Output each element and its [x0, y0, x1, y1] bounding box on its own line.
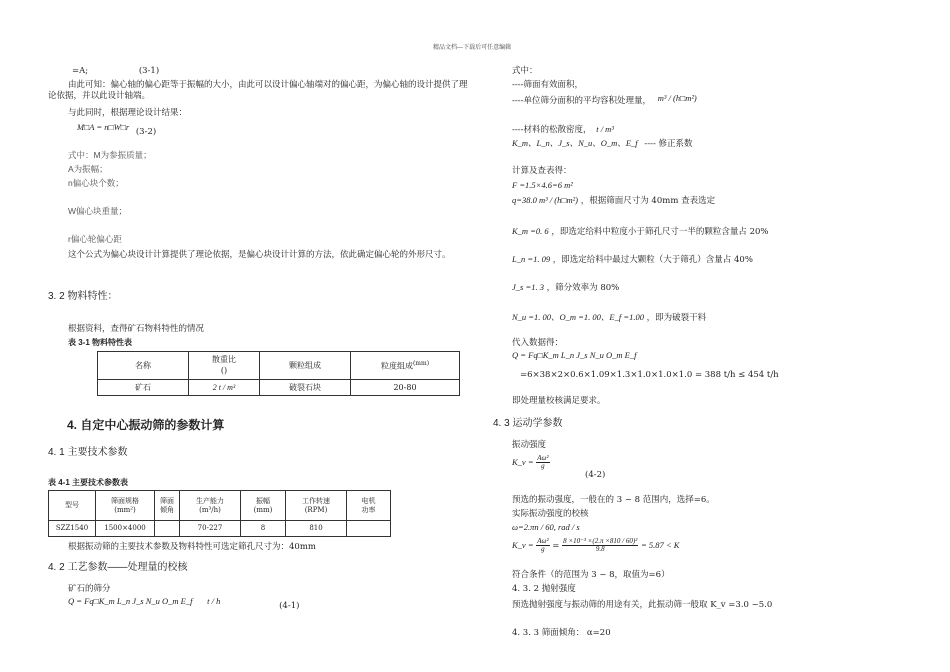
formula-line: ω=2.πn / 60, rad / s: [512, 522, 580, 532]
definition-text: ----材料的松散密度，: [512, 125, 592, 135]
formula-line: =6×38×2×0.6×1.09×1.3×1.0×1.0×1.0 = 388 t/h ≤ 454 t/h: [520, 370, 779, 380]
fraction: [562, 538, 638, 553]
table-row: [49, 521, 391, 537]
table-cell: 810: [286, 521, 347, 537]
paragraph: 这个公式为偏心块设计计算提供了理论依据，是偏心块设计计算的方法，依此确定偏心轮的外形尺寸。: [68, 250, 451, 260]
formula-text: K_v =: [512, 457, 534, 467]
formula-line: Q = Fq□K_m L_n J_s N_u O_m E_f: [512, 350, 637, 360]
formula-text: =A;: [72, 66, 89, 76]
table-cell: [347, 521, 391, 537]
definition-line: r偏心轮偏心距: [68, 234, 122, 244]
table-cell: 矿石: [98, 380, 189, 396]
formula-line: F =1.5×4.6=6 m²: [512, 180, 573, 190]
paragraph: 式中：: [512, 66, 538, 76]
formula-note: ，即为破裂干料: [646, 313, 707, 323]
cell-line: 振幅: [256, 497, 270, 506]
table-cell: [180, 491, 241, 521]
formula-line: [512, 282, 619, 294]
formula-line: [68, 596, 300, 611]
table-cell: 2 t / m³: [189, 380, 260, 396]
cell-line: (RPM): [304, 505, 328, 514]
formula-note: ，即选定给料中粒度小于筛孔尺寸一半的颗粒含量占 20%: [551, 227, 769, 237]
denominator: 9.8: [595, 545, 605, 553]
section-heading: 3. 2 物料特性：: [48, 291, 118, 302]
material-table: [97, 351, 460, 396]
formula-line: [72, 66, 159, 77]
paragraph: 实际振动强度的校核: [512, 509, 589, 519]
formula-note: ，即选定给料中最过大颗粒（大于筛孔）含量占 40%: [552, 255, 753, 265]
table-cell: [96, 491, 155, 521]
formula-number: (3-1): [138, 66, 160, 76]
formula-line: [512, 195, 715, 207]
table-header-row: [49, 491, 391, 521]
table-cell: [286, 491, 347, 521]
table-cell: SZZ1540: [49, 521, 96, 537]
table-row: [98, 380, 460, 396]
tech-param-table: [48, 490, 391, 537]
formula-line: [512, 312, 706, 324]
table-cell: [347, 491, 391, 521]
definition-line: ----筛面有效面积，: [512, 80, 583, 90]
formula-line: [512, 226, 768, 238]
paragraph: 预选抛射强度与振动筛的用途有关，此振动筛一般取 K_v =3.0 ~5.0: [512, 600, 773, 610]
formula-line: [512, 455, 550, 470]
formula-note: ，筛分效率为 80%: [546, 283, 620, 293]
formula-text: L_n =1. 09: [512, 254, 551, 264]
paragraph: 即处理量校核满足要求。: [512, 396, 606, 406]
cell-line: 工作转速: [302, 497, 330, 506]
formula-number: (4-1): [279, 601, 300, 611]
section-heading: 4. 2 工艺参数——处理量的校核: [48, 562, 188, 573]
unit-text: m³ / (h□m²): [657, 93, 697, 103]
formula-unit: t / h: [207, 596, 221, 606]
cell-line: 倾角: [160, 505, 174, 514]
definition-line: A为振幅；: [68, 164, 108, 174]
paragraph: 符合条件（的范围为 3 ~ 8，取值为=6）: [512, 570, 670, 580]
fraction: [536, 538, 549, 553]
formula-line: [512, 254, 753, 266]
paragraph: 由此可知：偏心轴的偏心距等于振幅的大小，由此可以设计偏心轴端对的偏心距，为偏心轴的设计提供了理论依据，并以此设计轴端。: [48, 80, 468, 101]
table-cell: [351, 352, 460, 380]
cell-line: (mm²): [114, 505, 136, 514]
paragraph: 矿石的筛分: [68, 584, 111, 594]
cell-line: (mm): [253, 505, 273, 514]
numerator: Aω²: [537, 454, 549, 462]
table-cell: [241, 491, 286, 521]
formula-line: [77, 122, 157, 137]
paragraph: 根据资料，查得矿石物料特性的情况: [68, 324, 205, 334]
cell-line: (): [220, 365, 228, 375]
table-cell: 颗粒组成: [260, 352, 351, 380]
equals-sign: =: [552, 541, 560, 551]
table-cell: 20-80: [351, 380, 460, 396]
formula-line: [512, 538, 679, 553]
numerator: Aω²: [537, 537, 549, 545]
cell-line: 散重比: [212, 355, 236, 365]
symbol-list: K_m、L_n、J_s、N_u、O_m、E_f: [512, 138, 638, 148]
fraction: [536, 455, 549, 470]
cell-line: 生产能力: [196, 497, 224, 506]
definition-line: n偏心块个数；: [68, 178, 124, 188]
table-cell: 破裂石块: [260, 380, 351, 396]
table-cell: 8: [241, 521, 286, 537]
numerator: 8 ×10⁻³ ×(2.π ×810 / 60)²: [563, 537, 638, 545]
cell-line: 功率: [361, 505, 376, 514]
definition-line: [512, 95, 697, 107]
paragraph: 振动强度: [512, 440, 547, 450]
formula-text: Q = Fq□K_m L_n J_s N_u O_m E_f: [68, 596, 193, 606]
formula-text: J_s =1. 3: [512, 282, 544, 292]
table-cell: [189, 352, 260, 380]
table-header-row: [98, 352, 460, 380]
cell-line: (m³/h): [199, 505, 221, 514]
definition-line: [512, 138, 693, 150]
table-cell: 1500×4000: [96, 521, 155, 537]
denominator: g: [541, 545, 545, 553]
formula-result: = 5.87 < K: [641, 540, 680, 550]
cell-line: 筛面规格: [111, 497, 139, 506]
page-header: 精品文档---下载后可任意编辑: [433, 44, 512, 51]
table-cell: 型号: [49, 491, 96, 521]
unit-text: t / m³: [596, 124, 614, 134]
paragraph: 根据振动筛的主要技术参数及物料特性可选定筛孔尺寸为：40mm: [68, 542, 316, 552]
paragraph: 与此同时，根据理论设计结果：: [68, 108, 188, 118]
cell-line: 粒度组成: [380, 361, 413, 371]
definition-line: [512, 124, 614, 136]
formula-text: N_u =1. 00、O_m =1. 00、E_f =1.00: [512, 312, 644, 322]
cell-unit: (mm): [412, 359, 430, 367]
table-cell: 名称: [98, 352, 189, 380]
definition-text: ---- 修正系数: [644, 139, 693, 149]
denominator: g: [541, 462, 545, 470]
formula-number: (3-2): [135, 127, 157, 137]
subsection-heading: 4. 3. 3 筛面倾角： α=20: [512, 628, 611, 638]
cell-line: 电机: [361, 497, 376, 506]
chapter-heading: 4. 自定中心振动筛的参数计算: [67, 418, 225, 432]
formula-text: q=38.0 m³ / (h□m²): [512, 195, 579, 205]
paragraph: 代入数据得：: [512, 338, 564, 348]
table-cell: [155, 491, 180, 521]
table-caption: 表 3-1 物料特性表: [68, 338, 133, 347]
formula-number: (4-2): [585, 470, 606, 480]
table-caption: 表 4-1 主要技术参数表: [48, 478, 129, 487]
subsection-heading: 4. 3. 2 抛射强度: [512, 584, 576, 594]
definition-line: 式中：M为参振质量；: [68, 150, 152, 160]
cell-line: 筛面: [160, 497, 174, 506]
section-heading: 4. 3 运动学参数: [493, 418, 563, 429]
table-cell: [155, 521, 180, 537]
formula-text: K_v =: [512, 540, 534, 550]
definition-line: W偏心块重量；: [68, 206, 128, 216]
paragraph: 预选的振动强度，一般在的 3 ~ 8 范围内，选择=6。: [512, 495, 715, 505]
section-heading: 4. 1 主要技术参数: [48, 447, 128, 458]
formula-text: K_m =0. 6: [512, 226, 549, 236]
definition-text: ----单位筛分面积的平均容积处理量，: [512, 96, 651, 106]
formula-note: ，根据筛面尺寸为 40mm 查表选定: [580, 196, 716, 206]
table-cell: 70-227: [180, 521, 241, 537]
paragraph: 计算及查表得：: [512, 166, 572, 176]
formula-text: M□A = n□W□r: [77, 122, 130, 132]
